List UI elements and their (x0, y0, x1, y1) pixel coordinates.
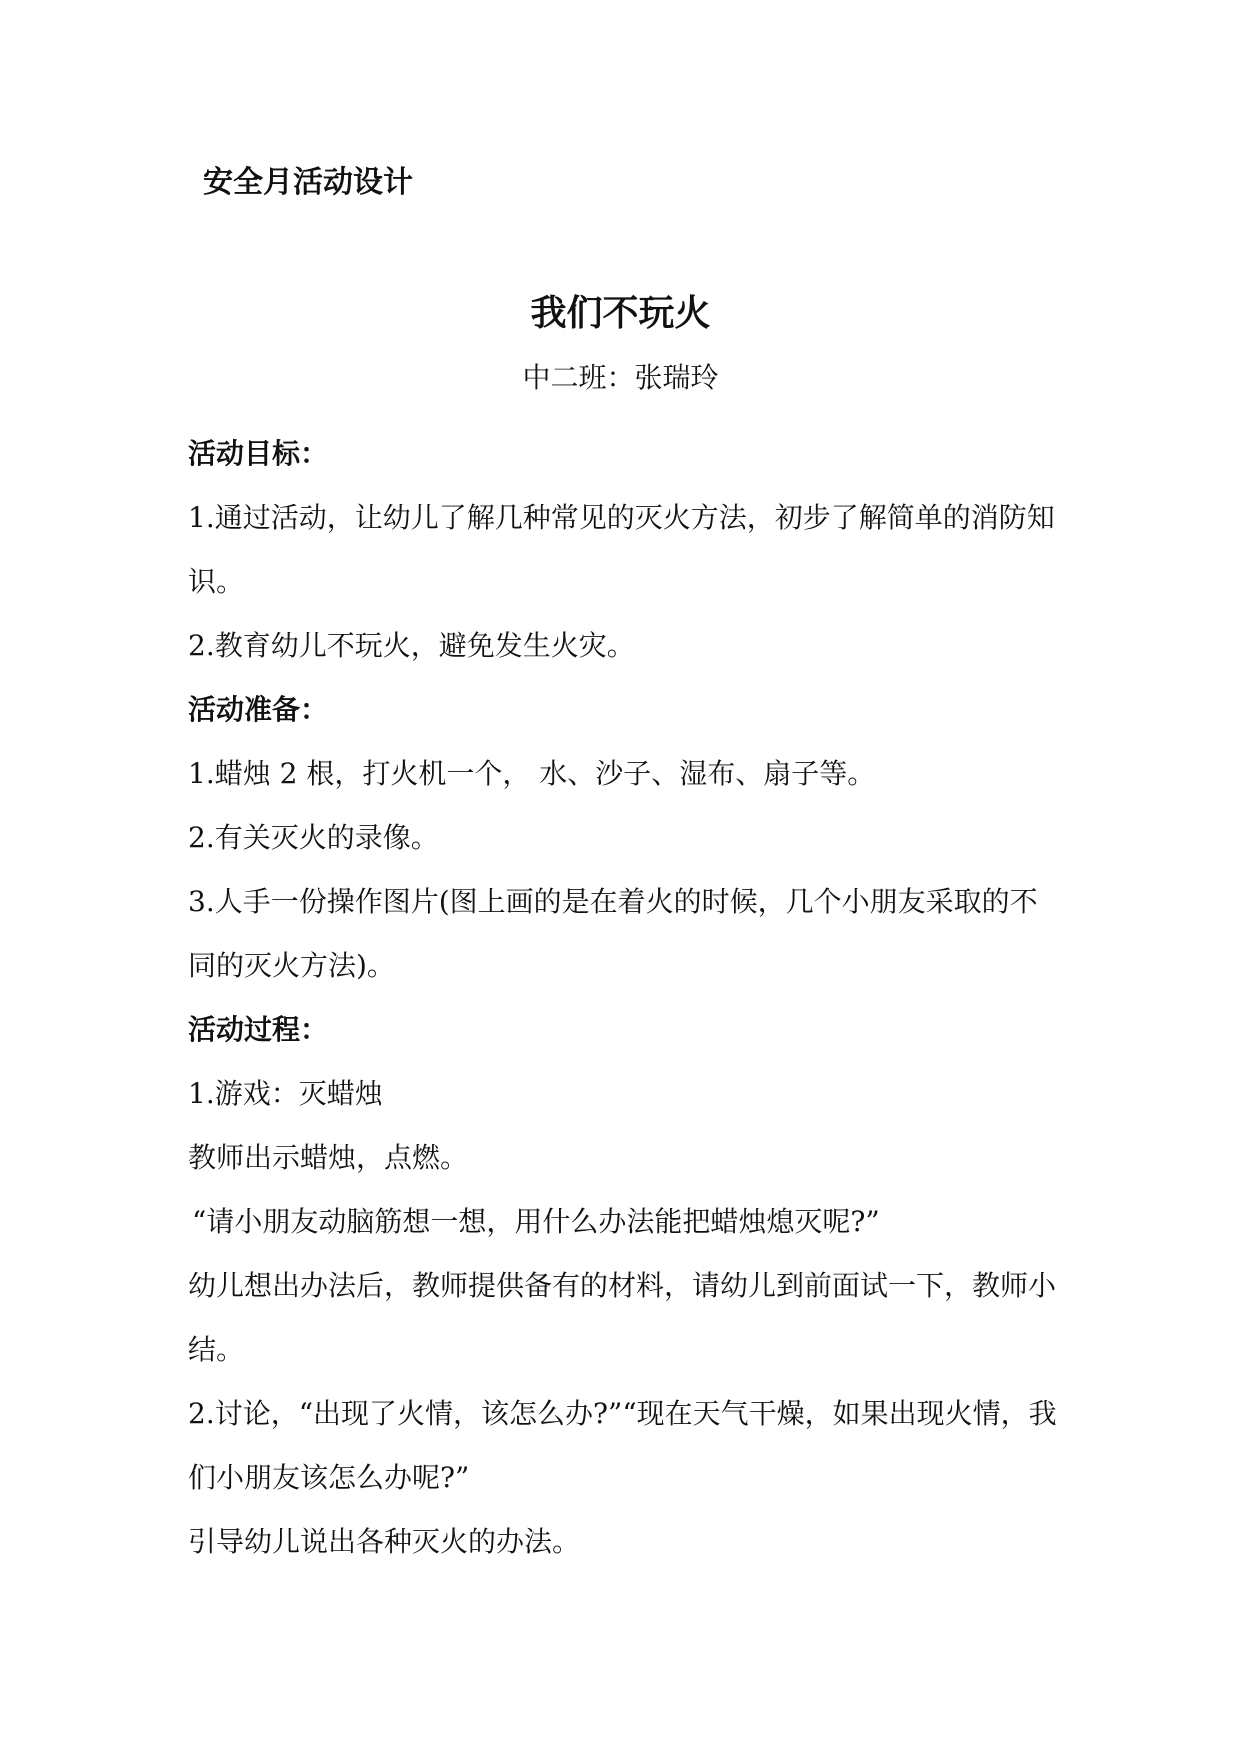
document-body (188, 422, 1058, 1574)
prep-item: 2.有关灭火的录像。 (188, 821, 439, 854)
process-item: “请小朋友动脑筋想一想，用什么办法能把蜡烛熄灭呢?” (192, 1205, 880, 1238)
prep-item: 1.蜡烛 2 根，打火机一个， 水、沙子、湿布、扇子等。 (188, 757, 876, 790)
prep-item: 3.人手一份操作图片(图上画的是在着火的时候，几个小朋友采取的不同的灭火方法)。 (188, 885, 1038, 982)
process-item: 2.讨论，“出现了火情，该怎么办?”“现在天气干燥，如果出现火情，我们小朋友该怎么办呢?” (188, 1397, 1057, 1494)
process-item: 教师出示蜡烛，点燃。 (188, 1141, 469, 1174)
page-title: 我们不玩火 (530, 293, 711, 334)
goal-item: 2.教育幼儿不玩火，避免发生火灾。 (188, 629, 635, 662)
goal-item: 1.通过活动，让幼儿了解几种常见的灭火方法，初步了解简单的消防知识。 (188, 501, 1055, 598)
author-byline: 中二班：张瑞玲 (522, 361, 719, 394)
section-heading-prep: 活动准备： (188, 693, 329, 726)
process-item: 引导幼儿说出各种灭火的办法。 (188, 1525, 581, 1558)
section-heading-process: 活动过程： (188, 1013, 329, 1046)
section-heading-goals: 活动目标： (188, 437, 329, 470)
document-heading: 安全月活动设计 (203, 165, 413, 200)
process-item: 1.游戏：灭蜡烛 (188, 1077, 383, 1110)
process-item: 幼儿想出办法后，教师提供备有的材料，请幼儿到前面试一下，教师小结。 (188, 1269, 1057, 1366)
